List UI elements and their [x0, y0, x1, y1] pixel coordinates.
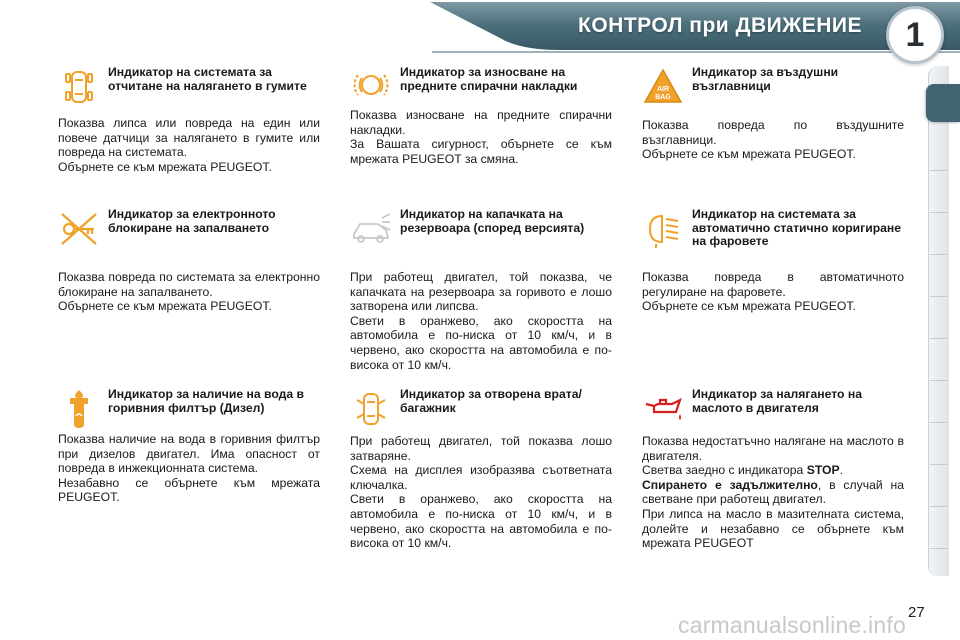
- chapter-badge: [886, 6, 944, 64]
- description-paragraph: При липса на масло в мазителната система, долейте и незабавно се обърнете към мрежата PEUGEOT: [642, 506, 904, 551]
- description-paragraph: Обърнете се към мрежата PEUGEOT.: [642, 147, 856, 162]
- indicator-title: Индикатор за електронното блокиране на запалването: [108, 207, 276, 235]
- indicator-title: Индикатор на капачката на резервоара (според версията): [400, 207, 585, 235]
- description-paragraph: При работещ двигател, той показва, че капачката на резервоара за горивото е лошо затворена или липсва.: [350, 270, 612, 314]
- tab-divider: [930, 338, 948, 339]
- tab-divider: [930, 212, 948, 213]
- description-paragraph: Показва повреда по въздушните възглавници.: [642, 118, 904, 147]
- indicator-description: [58, 432, 320, 505]
- indicator-description: [350, 434, 612, 551]
- tab-divider: [930, 170, 948, 171]
- indicator-title: Индикатор на системата за отчитане на налягането в гумите: [108, 65, 307, 93]
- tire-pressure-icon: [58, 66, 100, 108]
- immobiliser-key-icon: [58, 208, 100, 250]
- water-in-diesel-icon: [58, 388, 100, 430]
- tab-divider: [930, 548, 948, 549]
- description-paragraph: Обърнете се към мрежата PEUGEOT.: [58, 299, 272, 314]
- chapter-tab-active[interactable]: [926, 84, 960, 122]
- description-paragraph: Показва повреда в автоматичното регулиране на фаровете.: [642, 270, 904, 299]
- door-open-icon: [350, 388, 392, 430]
- indicator-title: Индикатор за налягането на маслото в двигателя: [692, 387, 862, 415]
- indicator-title: Индикатор за наличие на вода в горивния филтър (Дизел): [108, 387, 305, 415]
- fuel-cap-icon: [350, 208, 392, 250]
- tab-divider: [930, 254, 948, 255]
- oil-pressure-icon: [642, 388, 684, 430]
- text-fragment: .: [839, 463, 844, 478]
- indicator-description: [642, 270, 904, 314]
- headlamp-levelling-icon: [642, 208, 684, 250]
- description-paragraph: Показва липса или повреда на един или повече датчици за налягането в гумите или повреда на системата.: [58, 116, 320, 160]
- indicator-title: Индикатор за въздушни възглавници: [692, 65, 839, 93]
- chapter-number: 1: [905, 15, 925, 54]
- description-paragraph: Незабавно се обърнете към мрежата PEUGEOT.: [58, 475, 320, 505]
- description-paragraph: Схема на дисплея изобразява съответната ключалка.: [350, 463, 612, 492]
- description-paragraph: Обърнете се към мрежата PEUGEOT.: [642, 299, 856, 314]
- airbag-warning-icon: [642, 66, 684, 108]
- description-paragraph: Показва повреда по системата за електронно блокиране на запалването.: [58, 270, 320, 299]
- tab-divider: [930, 464, 948, 465]
- description-paragraph: Показва недостатъчно налягане на маслото в двигателя.: [642, 434, 904, 463]
- chapter-tab-strip: [928, 66, 949, 576]
- stop-indicator-label: STOP: [806, 463, 840, 478]
- mandatory-stop-label: Спирането е задължително: [642, 477, 818, 492]
- description-paragraph: [642, 463, 904, 478]
- description-paragraph: Обърнете се към мрежата PEUGEOT.: [58, 159, 272, 174]
- indicator-description: [642, 434, 904, 551]
- page-title: КОНТРОЛ при ДВИЖЕНИЕ: [578, 14, 862, 37]
- tab-divider: [930, 506, 948, 507]
- tab-divider: [930, 296, 948, 297]
- indicator-title: Индикатор за износване на предните спирачни накладки: [400, 65, 578, 93]
- indicator-title: Индикатор за отворена врата/багажник: [400, 387, 582, 415]
- description-paragraph: Показва износване на предните спирачни накладки.: [350, 108, 612, 137]
- indicator-description: [58, 270, 320, 314]
- description-paragraph: Свети в оранжево, ако скоростта на автомобила е по-ниска от 10 км/ч, и в червено, ако скоростта на автомобила е по-висока от 10 км/ч.: [350, 313, 612, 372]
- indicator-title: Индикатор на системата за автоматично статично коригиране на фаровете: [692, 207, 902, 248]
- svg-text:AIR: AIR: [656, 86, 670, 93]
- watermark: carmanualsonline.info: [678, 612, 906, 638]
- text-fragment: , в случай на светване при работещ двигател.: [642, 477, 904, 507]
- description-paragraph: Свети в оранжево, ако скоростта на автомобила е по-ниска от 10 км/ч, и в червено, ако скоростта на автомобила е по-висока от 10 км/ч.: [350, 492, 612, 551]
- page-header: [0, 0, 960, 60]
- description-paragraph: Показва наличие на вода в горивния филтър при дизелов двигател. Има опасност от повреда в инжекционната система.: [58, 432, 320, 476]
- svg-text:BAG: BAG: [655, 94, 671, 101]
- indicator-description: [642, 118, 904, 162]
- description-paragraph: [642, 478, 904, 507]
- description-paragraph: За Вашата сигурност, обърнете се към мрежата PEUGEOT за смяна.: [350, 137, 612, 166]
- tab-divider: [930, 380, 948, 381]
- indicator-description: [350, 108, 612, 166]
- brake-pad-wear-icon: [350, 66, 392, 108]
- text-fragment: Светва заедно с индикатора: [642, 463, 807, 478]
- indicator-description: [58, 116, 320, 174]
- page-number: 27: [908, 604, 925, 621]
- description-paragraph: При работещ двигател, той показва лошо затваряне.: [350, 434, 612, 463]
- tab-divider: [930, 422, 948, 423]
- indicator-description: [350, 270, 612, 372]
